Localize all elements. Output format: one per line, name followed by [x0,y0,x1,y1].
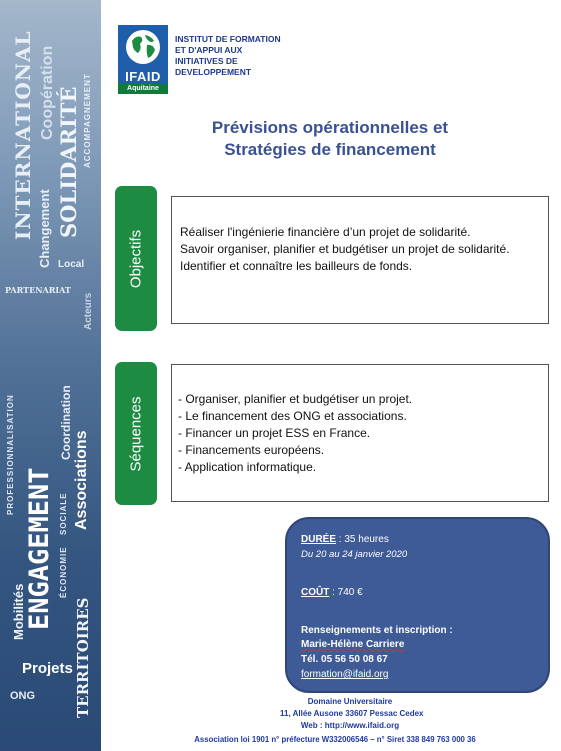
footer-address [280,696,424,732]
word-acteurs: Acteurs [83,292,94,330]
word-mobilites: Mobilités [11,583,26,640]
contact-phone: Tél. 05 56 50 08 67 [301,654,388,665]
contact-name-text: Marie-Hélène Carriere [301,639,405,650]
word-international: INTERNATIONAL [11,30,35,240]
title-line-1: Prévisions opérationnelles et [211,118,449,137]
cout-value: : 740 € [329,587,363,598]
word-changement: Changement [37,189,52,268]
sequence-item: - Le financement des ONG et associations. [178,409,407,423]
cout-line [301,586,363,599]
institute-name [175,34,281,78]
dates: Du 20 au 24 janvier 2020 [301,549,408,560]
contact-name [301,638,404,651]
ifaid-logo [118,25,168,95]
globe-icon [118,25,168,69]
institute-line: INITIATIVES DE [175,56,238,66]
duree-line [301,533,389,546]
cout-label: COÛT [301,587,330,598]
contact-heading: Renseignements et inscription : [301,625,453,636]
logo-name: IFAID [118,69,168,84]
word-professionnalisation: PROFESSIONNALISATION [6,394,15,515]
sequences-tab-label: Séquences [127,395,145,472]
objectif-item: Réaliser l'ingénierie financière d’un projet de solidarité. [180,225,471,239]
footer-line: 11, Allée Ausone 33607 Pessac Cedex [280,709,424,718]
logo-subtitle: Aquitaine [118,84,168,94]
sequence-item: - Financer un projet ESS en France. [178,426,371,440]
duree-value: : 35 heures [336,534,389,545]
word-local: Local [58,259,85,270]
footer-line: Domaine Universitaire [307,697,393,706]
word-accompagnement: ACCOMPAGNEMENT [83,73,92,168]
word-sociale: SOCIALE [59,492,68,535]
duree-label: DURÉE [301,534,337,545]
word-partenariat: PARTENARIAT [5,285,71,295]
word-solidarite: SOLIDARITÉ [56,86,81,238]
word-cooperation: Coopération [39,45,56,140]
info-panel [285,517,550,693]
title-line-2: Stratégies de financement [224,140,436,159]
word-ong: ONG [10,690,36,702]
word-projets: Projets [22,660,73,677]
page-title [175,117,485,161]
word-associations: Associations [73,430,90,530]
institute-line: INSTITUT DE FORMATION [175,34,281,44]
word-economie: ÉCONOMIE [59,546,68,598]
objectifs-box [171,196,549,324]
institute-line: DEVELOPPEMENT [175,67,252,77]
sequences-tab [115,362,157,505]
objectif-item: Identifier et connaître les bailleurs de fonds. [180,259,413,273]
word-cloud-banner [0,0,101,751]
word-engagement: ENGAGEMENT [24,467,55,630]
objectifs-tab-label: Objectifs [127,229,145,288]
sequence-item: - Application informatique. [178,460,317,474]
word-territoires: TERRITOIRES [74,597,92,718]
objectif-item: Savoir organiser, planifier et budgétiser un projet de solidarité. [180,242,510,256]
footer-website-link[interactable]: Web : http://www.ifaid.org [300,721,400,730]
sequence-item: - Financements européens. [178,443,325,457]
word-coordination: Coordination [59,385,73,460]
objectifs-tab [115,186,157,331]
contact-email-link[interactable]: formation@ifaid.org [301,669,389,680]
footer-legal: Association loi 1901 n° préfecture W332006546 – n° Siret 338 849 763 000 36 [194,735,476,744]
institute-line: ET D'APPUI AUX [175,45,243,55]
sequences-box [171,364,549,502]
sequence-item: - Organiser, planifier et budgétiser un projet. [178,392,413,406]
